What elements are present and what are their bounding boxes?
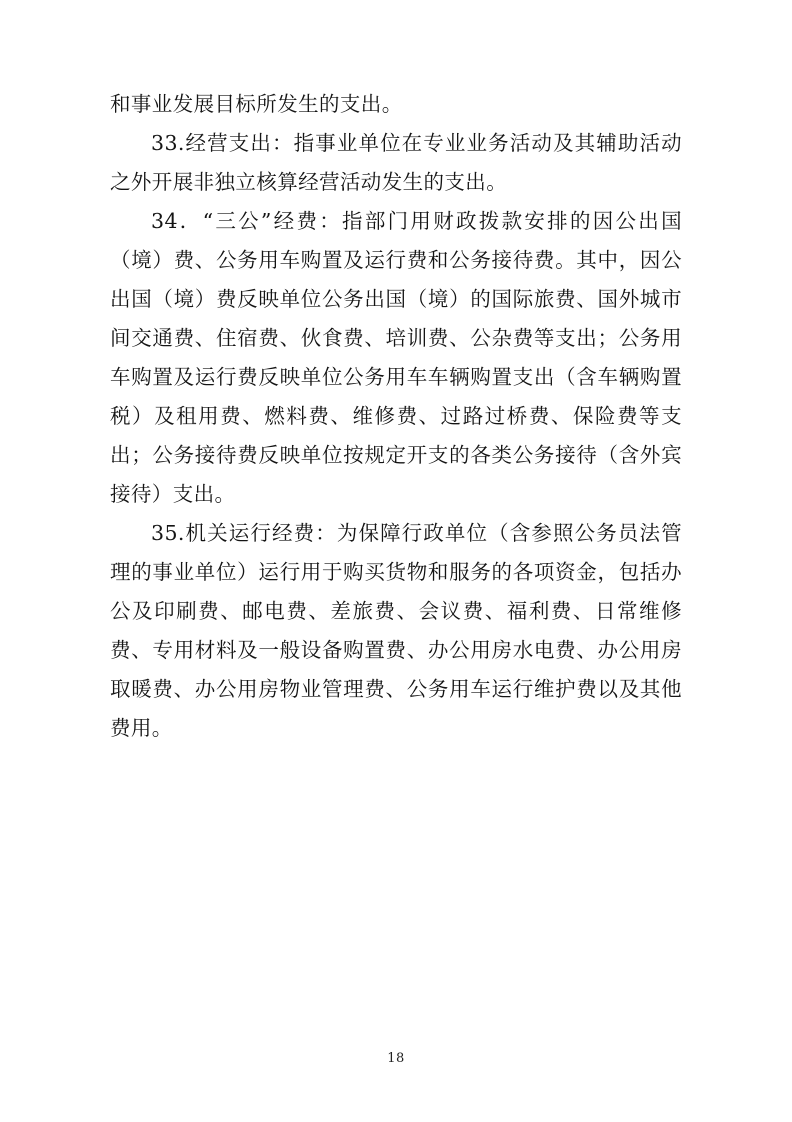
paragraph-continuation: 和事业发展目标所发生的支出。 — [110, 92, 403, 116]
paragraph-item-35: 35.机关运行经费：为保障行政单位（含参照公务员法管理的事业单位）运行用于购买货物和服务的各项资金，包括办公及印刷费、邮电费、差旅费、会议费、福利费、日常维修费、专用材料及一般设备购置费、办公用房水电费、办公用房取暖费、办公用房物业管理费、公务用车运行维护费以及其他费用。 — [110, 521, 682, 740]
paragraph-item-33: 33.经营支出：指事业单位在专业业务活动及其辅助活动之外开展非独立核算经营活动发生的支出。 — [110, 131, 682, 194]
paragraph-item-34: 34．“三公”经费：指部门用财政拨款安排的因公出国（境）费、公务用车购置及运行费和公务接待费。其中，因公出国（境）费反映单位公务出国（境）的国际旅费、国外城市间交通费、住宿费、伙食费、培训费、公杂费等支出；公务用车购置及运行费反映单位公务用车车辆购置支出（含车辆购置税）及租用费、燃料费、维修费、过路过桥费、保险费等支出；公务接待费反映单位按规定开支的各类公务接待（含外宾接待）支出。 — [110, 209, 682, 506]
document-body — [110, 85, 682, 748]
page-number-footer: 18 — [387, 1051, 405, 1066]
